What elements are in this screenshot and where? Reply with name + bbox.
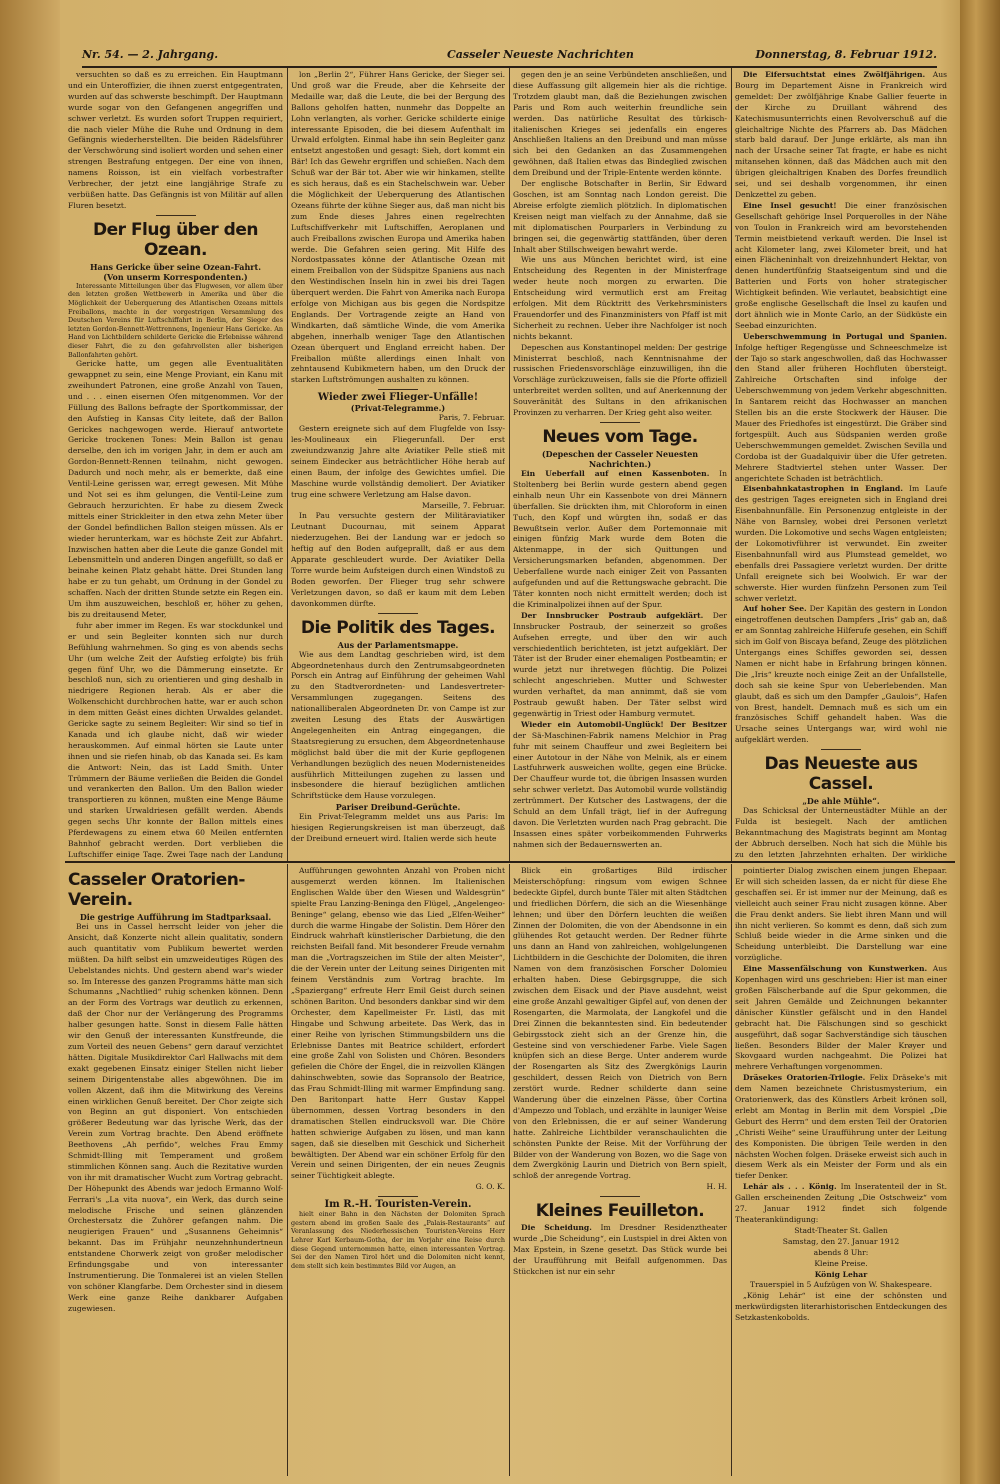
item-title: Ueberschwemmung in Portugal und Spanien. <box>743 331 947 341</box>
paper-title: Casseler Neueste Nachrichten <box>447 48 634 61</box>
column-rule <box>287 68 288 861</box>
item-title: Lehár als . . . König. <box>743 1182 837 1192</box>
ad-line: Trauerspiel in 5 Aufzügen von W. Shakespeare. <box>750 1280 932 1290</box>
lower-column-3 <box>513 866 727 1476</box>
column-rule <box>509 68 510 861</box>
separator <box>156 215 196 216</box>
article-text: „König Lehár“ ist eine der schönsten und merkwürdigsten literarhistorischen Entdeckungen des Setzkastenkobolds. <box>735 1291 947 1323</box>
item-title: Eine Insel gesucht! <box>743 200 837 210</box>
column-rule <box>731 68 732 861</box>
headline-ozean: Der Flug über den Ozean. <box>93 219 258 260</box>
subheadline: Pariser Dreibund-Gerüchte. <box>335 802 461 813</box>
column-3 <box>513 70 727 858</box>
item-title: Die Eifersuchtstat eines Zwölfjährigen. <box>743 70 926 79</box>
article-text: Gericke hatte, um gegen alle Eventualitäten gewappnet zu sein, eine Menge Proviant, ein Kanu mit zweihundert Patronen, eine große Anzahl von Tauen, und . . . einen eisernen Ofen mitgenommen. Vor der Füllung des Ballons befragte der Sportkommissar, der den Aufstieg in Kansas City leitete, daß der Ballon Gerickes nachgewogen werde. Hierauf antwortete Gericke trockenen Tones: Mein Ballon ist genau derselbe, den ich im vorigen Jahr, in dem er auch am Gordon-Bennett-Rennen teilnahm, nicht gewogen. Dadurch und noch mehr, als er bemerkte, daß eine Ventil-Leine gerissen war, erregt gewesen. Mit Mühe und Not sei es ihm gelungen, die Ventil-Leine zum Gebrauch herzurichten. Er habe zu diesem Zweck mittels einer Strickleiter in den etwa zehn Meter über der Gondel befindlichen Ballon steigen müssen. Als er wieder herunterkam, war es höchste Zeit zur Abfahrt. Inzwischen hatten aber die Leute die ganze Gondel mit Lebensmitteln und anderen Dingen angefüllt, so daß er beinahe keinen Platz gehabt hätte. Drei Stunden lang habe er zu tun gehabt, um Ordnung in der Gondel zu schaffen. Nach der dritten Stunde setzte ein Regen ein. Um ihm auszuweichen, beschloß er, höher zu gehen, bis zu dreitausend Meter, <box>68 359 283 619</box>
issue-number: Nr. 54. — 2. Jahrgang. <box>82 48 219 61</box>
subheadline: Die gestrige Aufführung im Stadtparksaal. <box>79 912 272 922</box>
article-text: Wie uns aus München berichtet wird, ist eine Entscheidung des Regenten in der Ministerfrage weder heute noch morgen zu erwarten. Die Entscheidung wird vermutlich erst am Freitag erfolgen. Mit dem Rücktritt des Verkehrsministers Frauendorfer und des Finanzministers von Pfaff ist mit Sicherheit zu rechnen. Ueber ihre Nachfolger ist noch nichts bekannt. <box>513 255 727 341</box>
section-divider <box>65 861 955 863</box>
article-text: Im Inseratenteil der in St. Gallen erscheinenden Zeitung „Die Ostschweiz“ vom 27. Januar 1912 findet sich folgende Theaterankündigung: <box>735 1182 947 1224</box>
item-title: Ein Ueberfall auf einen Kassenboten. <box>521 469 710 478</box>
separator <box>600 1196 640 1197</box>
article-text: Der englische Botschafter in Berlin, Sir Edward Goschen, ist am Sonntag nach London gereist. Die Abreise erfolgte ziemlich plötzlich. In diplomatischen Kreisen neigt man vielfach zu der Annahme, daß sie mit diplomatischen Pourparlers in Verbindung zu bringen sei, die gegenwärtig stattfänden, über deren Inhalt aber Stillschweigen bewahrt werde. <box>513 179 727 254</box>
article-text: Aus Kopenhagen wird uns geschrieben: Hier ist man einer großen Fälscherbande auf die Spur gekommen, die seit Jahren Gemälde und Zeichnungen bekannter dänischer Künstler gefälscht und in den Handel gebracht hat. Die Fälschungen sind so geschickt ausgeführt, daß sogar Sachverständige sich täuschen ließen. Besonders Bilder der Maler Krøyer und Skovgaard wurden nachgeahmt. Die Polizei hat mehrere Verhaftungen vorgenommen. <box>735 964 947 1072</box>
column-1 <box>68 70 283 858</box>
article-text: Felix Dräseke's mit dem Namen bezeichnete Christusmysterium, ein Oratorienwerk, das des Künstlers Arbeit krönen soll, erlebt am Montag in Berlin mit dem Vorspiel „Die Geburt des Herrn“ und dem ersten Teil der Oratorien „Christi Weihe“ seine Uraufführung unter der Leitung des Komponisten. Die übrigen Teile werden in den nächsten Wochen folgen. Dräseke erweist sich auch in diesem Werk als ein Meister der Form und als ein tiefer Denker. <box>735 1073 947 1181</box>
dateline: Paris, 7. Februar. <box>438 413 505 423</box>
page-edge-right <box>960 0 1000 1484</box>
article-text: Infolge heftiger Regengüsse und Schneeschmelze ist der Tajo so stark angeschwollen, daß das Hochwasser den Stand aller früheren Hochfluten übersteigt. Zahlreiche Ortschaften sind infolge der Ueberschwemmung von jedem Verkehr abgeschnitten. In Santarem reicht das Hochwasser an manchen Stellen bis an die erste Stockwerk der Häuser. Die Mauer des Friedhofes ist eingestürzt. Die Gräber sind fortgespült. Auch aus Südspanien werden große Ueberschwemmungen gemeldet. Zwischen Sevilla und Cordoba ist der Guadalquivir über die Ufer getreten. Mehrere Stadtviertel stehen unter Wasser. Der angerichtete Schaden ist beträchtlich. <box>735 342 947 483</box>
article-text: Gestern ereignete sich auf dem Flugfelde von Issy-les-Moulineaux ein Fliegerunfall. Der erst zweiundzwanzig Jahre alte Aviatiker Pelle stieß mit seinem Eindecker aus beträchtlicher Höhe herab auf einen Baum, der infolge des Gewichtes umfiel. Die Maschine wurde vollständig demoliert. Der Aviatiker trug eine schwere Verletzung am Halse davon. <box>291 424 505 499</box>
separator <box>378 613 418 614</box>
column-rule <box>731 864 732 1476</box>
article-text: Der Innsbrucker Postraub, der seinerzeit so großes Aufsehen erregte, und über den wir auch verschiedentlich berichteten, ist jetzt aufgeklärt. Der Täter ist der Bruder einer ehemaligen Postbeamtin; er wurde jetzt nur ihretwegen flüchtig. Die Polizei schlecht angeschrieben. Mutter und Schwester wurden verhaftet, da man annimmt, daß sie vom Postraub gewußt haben. Der Täter selbst wird gegenwärtig in Triest oder Hamburg vermutet. <box>513 610 727 718</box>
article-text: Depeschen aus Konstantinopel melden: Der gestrige Ministerrat beschloß, nach Kenntnisnahme der russischen Friedensvorschläge einzuwilligen, ihn die Vorschläge zurückzuweisen, falls sie die Pforte offiziell unterbreitet werden sollten, und auf Anerkennung der Souveränität des Sultans in den afrikanischen Provinzen zu verharren. Der Krieg geht also weiter. <box>513 342 727 418</box>
subheadline: Aus der Parlamentsmappe. <box>337 639 459 650</box>
headline-neues: Neues vom Tage. <box>542 427 698 447</box>
item-title: Eine Massenfälschung von Kunstwerken. <box>743 964 928 974</box>
separator <box>821 749 861 750</box>
subheadline: „De ahle Mühle“. <box>802 796 880 807</box>
subheadline: (Depeschen der Casseler Neuesten Nachrichten.) <box>541 449 699 469</box>
article-text: In Pau versuchte gestern der Militäraviatiker Leutnant Ducournau, mit seinem Apparat niederzugehen. Bei der Landung war er jedoch so heftig auf den Boden aufgeprallt, daß er aus dem Apparate geschleudert wurde. Der Aviatiker Della Torre wurde beim Aufsteigen durch einen Windstoß zu Boden geworfen. Der Flieger trug sehr schwere Verletzungen davon, so daß er kaum mit dem Leben davonkommen dürfte. <box>291 511 505 608</box>
signature: G. O. K. <box>475 1182 505 1192</box>
article-text: Im Laufe des gestrigen Tages ereigneten sich in England drei Eisenbahnunfälle. Ein Personenzug entgleiste in der Nähe von Barnsley, wobei drei Personen verletzt wurden. Die Lokomotive und sechs Wagen entgleisten; der Lokomotivführer ist verwundet. Ein zweiter Eisenbahnunfall wird aus Plumstead gemeldet, wo ebenfalls drei Passagiere verletzt wurden. Der dritte Unfall ereignete sich bei Woolwich. Er war der schwerste. Hier wurden fünfzehn Personen zum Teil schwer verletzt. <box>735 484 947 603</box>
article-text: Im Dresdner Residenztheater wurde „Die Scheidung“, ein Lustspiel in drei Akten von Max Epstein, in Szene gesetzt. Das Stück wurde bei der Uraufführung mit Beifall aufgenommen. Das Stückchen ist nur ein sehr <box>513 1223 727 1276</box>
article-text: der Sä-Maschinen-Fabrik namens Melchior in Prag fuhr mit seinem Chauffeur und zwei Begleitern bei einer Autotour in der Nähe von Melnik, als er einem Lastfuhrwerk ausweichen wollte, gegen eine Brücke. Der Chauffeur wurde tot, die übrigen Insassen wurden sehr schwer verletzt. Das Automobil wurde vollständig zertrümmert. Der Kutscher des Lastwagens, der die Schuld an dem Unfall trägt, lief in der Aufregung davon. Die Verletzten wurden nach Prag gebracht. Die Insassen eines später vorbeikommenden Fuhrwerks nahmen sich der Bedauernswerten an. <box>513 730 727 849</box>
article-text: Das Schicksal der Unterneustädter Mühle an der Fulda ist besiegelt. Nach der amtlichen Bekanntmachung des Magistrats beginnt am Montag der Abbruch derselben. Noch hat sich die Mühle bis zu den letzten Jahrzehnten erhalten. Der wirkliche <box>735 806 947 858</box>
byline: (Von unserm Korrespondenten.) <box>103 271 248 282</box>
article-text: Aus Bourg im Departement Aisne in Frankreich wird gemeldet: Der zwölfjährige Knabe Gallier feuerte in der Kirche zu Druillant während des Katechismusunterrichts einen Revolverschuß auf die gleichaltrige Nichte des Pfarrers ab. Das Mädchen starb bald darauf. Der Junge erklärte, als man ihn nach der Ursache seiner Tat fragte, er habe es nicht mitansehen können, daß das Mädchen auch mit den übrigen gleichaltrigen Knaben des Dorfes freundlich sei, und sei deshalb vorgenommen, ihr einen Denkzettel zu geben. <box>735 70 947 199</box>
article-text: Aufführungen gewohnten Anzahl von Proben nicht ausgemerzt werden können. Im Italienischen Englischen Walde über den Wiesen und Waldesgrün“ spielte Frau Lanzing-Beninga den Flügel, „Angelengeo-Beninge“ gelang, ebenso wie das Lied „Elfen-Weiher“ durch die warme Hingabe der Solistin. Dem Hörer den Eindruck wahrhaft künstlerischer Darbietung, die den reichsten Beifall fand. Mit besonderer Freude vernahm man die „Vortragszeichen im Stile der alten Meister“, die der Verein unter der Leitung seines Dirigenten mit feinem Verständnis zum Vortrag brachte. Im „Spaziergang“ erfreute Herr Emil Geist durch seinen schönen Bariton. Und besonders dankbar sind wir dem Orchester, dem Kapellmeister Fr. Listl, das mit Hingabe und Schwung arbeitete. Das Werk, das in einer Reihe von lyrischen Stimmungsbildern uns die Erlebnisse Dantes mit Beatrice schildert, erfordert eine große Zahl von Solisten und Chören. Besonders gefielen die Chöre der Engel, die in reizvollen Klängen dahinschwebten, sowie das Sopransolo der Beatrice, das Frau Schmidt-Illing mit warmer Empfindung sang. Den Baritonpart hatte Herr Gustav Kappel übernommen, dessen Vortrag besonders in den dramatischen Stellen eindrucksvoll war. Die Chöre hatten schwierige Aufgaben zu lösen, und man kann sagen, daß sie dieselben mit Geschick und Sicherheit bewältigten. Der Abend war ein schöner Erfolg für den Verein und seinen Dirigenten, der ein neues Zeugnis seiner Tüchtigkeit ablegte. <box>291 866 505 1181</box>
item-title: Dräsekes Oratorien-Trilogie. <box>743 1073 866 1083</box>
separator <box>600 422 640 423</box>
headline-politik: Die Politik des Tages. <box>300 617 496 638</box>
item-title: Die Scheidung. <box>521 1223 592 1233</box>
article-text: In Stoltenberg bei Berlin wurde gestern abend gegen einhalb neun Uhr ein Kassenbote von drei Männern überfallen. Sie drückten ihm, mit Chloroform in einen Tuch, den Kopf und würgten ihn, sodaß er das Bewußtsein verlor. Außer dem Portemonnaie mit einigen fünfzig Mark wurde dem Boten die Aktenmappe, in der sich Quittungen und Versicherungsmarken befanden, abgenommen. Der Ueberfallene wurde nach einiger Zeit von Passanten aufgefunden und auf die Rettungswache gebracht. Die Täter konnten noch nicht ermittelt werden; doch ist die Kriminalpolizei ihnen auf der Spur. <box>513 469 727 609</box>
ad-line: Samstag, den 27. Januar 1912 <box>782 1236 900 1246</box>
ad-line: Kleine Preise. <box>814 1258 868 1268</box>
item-title: Auf hoher See. <box>743 604 807 614</box>
ad-line: König Lehar <box>814 1269 868 1279</box>
masthead-line <box>82 46 937 68</box>
separator <box>378 389 418 390</box>
item-title: Wieder ein Automobil-Unglück! Der Besitzer <box>521 719 727 729</box>
headline-touristen: Im R.-H. Touristen-Verein. <box>324 1199 472 1211</box>
subheadline: Hans Gericke über seine Ozean-Fahrt. <box>90 261 261 272</box>
article-text: fuhr aber immer im Regen. Es war stockdunkel und er und sein Begleiter konnten sich nur durch Befühlung wahrnehmen. So ging es von abends sechs Uhr (um welche Zeit der Aufstieg erfolgte) bis früh gegen fünf Uhr, wo die Dämmerung einsetzte. Er beschloß nun, sich zu orientieren und ging deshalb in niedrigere Regionen herab. Als er aber die Wolkenschicht durchbrochen hatte, war er auch schon in dem mitten Geäst eines dichten Urwaldes gelandet. Gericke sagte zu seinem Begleiter: Wir sind so tief in Kanada und ich glaube nicht, daß wir wieder herauskommen. Auf einmal hörten sie Laute unter ihnen und sie riefen hinab, ob das Kanada sei. Es kam die Antwort: Nein, das ist Ladd Smith. Unter Trümmern der Bäume verließen die Beiden die Gondel und verankerten den Ballon. Um den Ballon wieder transportieren zu können, mußten eine Menge Bäume und starken Urwaldriesen gefällt werden. Abends gegen sechs Uhr konnte der Ballon mittels eines Pferdewagens zu einem etwa 60 Meilen entfernten Bahnhof gebracht werden. Dort verblieben die Luftschiffer einige Tage. Zwei Tage nach der Landung <box>68 620 283 858</box>
lower-column-2 <box>291 866 505 1476</box>
subheadline: (Privat-Telegramme.) <box>350 403 446 414</box>
separator <box>378 1196 418 1197</box>
article-text: Ein Privat-Telegramm meldet uns aus Paris: Im hiesigen Regierungskreisen ist man überzeugt, daß der Dreibund erneuert wird. Italien werde sich heute <box>291 812 505 844</box>
column-4 <box>735 70 947 858</box>
headline-cassel: Das Neueste aus Cassel. <box>764 754 918 795</box>
article-text: Wie aus dem Landtag geschrieben wird, ist dem Abgeordnetenhaus durch den Zentrumsabgeordneten Porsch ein Antrag auf Einführung der geheimen Wahl zu den Stadtverordneten- und Landesvertreter-Versammlungen zugegangen. Seitens des nationalliberalen Abgeordneten Dr. von Campe ist zur zweiten Lesung des Etats der Auswärtigen Angelegenheiten ein Antrag eingegangen, die Staatsregierung zu ersuchen, dem Abgeordnetenhause möglichst bald über die mit der Kurie gepflogenen Verhandlungen bezüglich des neuen Modernisteneides ausführlich Mitteilungen zugehen zu lassen und insbesondere die hierauf bezüglichen amtlichen Schriftstücke dem Hause vorzulegen. <box>291 649 505 801</box>
article-text: pointierter Dialog zwischen einem jungen Ehepaar. Er will sich scheiden lassen, da er nicht für diese Ehe geschaffen sei. Er ist immer nur der Meinung, daß es vielleicht auch seiner Frau nicht zusagen könne. Aber die Frau denkt anders. Sie liebt ihren Mann und will ihn nicht verlieren. So kommt es denn, daß sich zum Schluß beide wieder in die Arme sinken und die Scheidung unterbleibt. Die Darstellung war eine vorzügliche. <box>735 866 947 963</box>
column-rule <box>509 864 510 1476</box>
headline-oratorien: Casseler Oratorien-Verein. <box>68 870 245 910</box>
ad-line: abends 8 Uhr: <box>813 1247 869 1257</box>
dateline: Marseille, 7. Februar. <box>421 500 505 510</box>
article-text: Blick ein großartiges Bild irdischer Meisterschöpfung: ringsum vom ewigen Schnee bedeckte Gipfel, durch bunte Täler mit alten Städtchen und friedlichen Dörfern, die sich an die Wiesenhänge lehnen; und über den Dörfern leuchten die weißen Zinnen der Dolomiten, die von der Abendsonne in ein glühendes Rot getaucht werden. Der Redner führte uns dann an Hand von zahlreichen, wohlgelungenen Lichtbildern in die Geschichte der Dolomiten, die ihren Namen von dem französischen Forscher Dolomieu erhalten haben. Diese Gebirgsgruppe, die sich zwischen dem Eisack und der Piave ausdehnt, weist eine große Anzahl gewaltiger Gipfel auf, von denen der Rosengarten, die Marmolata, der Langkofel und die Drei Zinnen die bekanntesten sind. Ein bedeutender Gebirgsstock zieht sich an der Grenze hin, die Gesteine sind von verschiedener Farbe. Viele Sagen knüpfen sich an diese Berge. Unter anderem wurde der Rosengarten als Sitz des Zwergkönigs Laurin geschildert, dessen Reich von Dietrich von Bern zerstört wurde. Redner schilderte dann seine Wanderung über die einzelnen Pässe, über Cortina d'Ampezzo und Toblach, und erzählte in launiger Weise von den Erlebnissen, die er auf seiner Wanderung hatte. Zahlreiche Lichtbilder veranschaulichten die schönsten Punkte der Reise. Mit der Vorführung der Bilder von der Wanderung von Bozen, wo die Sage von dem Zwergkönig Laurin und Dietrich von Bern spielt, schloß der anregende Vortrag. <box>513 866 727 1181</box>
lower-column-4 <box>735 866 947 1476</box>
headline-feuilleton: Kleines Feuilleton. <box>535 1201 705 1222</box>
issue-date: Donnerstag, 8. Februar 1912. <box>755 48 937 61</box>
article-text: Bei uns in Cassel herrscht leider von jeher die Ansicht, daß Konzerte nicht allein qualitativ, sondern auch quantitativ vom Publikum bewertet werden müßten. Da hilft selbst ein umzweideutiges Rügen des Uebelstandes nichts. Und gestern abend war's wieder so. Im Interesse des ganzen Programms hätte man sich Schumanns „Nachtlied“ ruhig schenken können. Denn an der Form des Vortrags war deutlich zu erkennen, daß der Chor nur der Verlängerung des Programms halber gesungen hatte. Sonst in diesem Falle hätten wir den Genuß der interessanten Kunstfreunde, die zum Vorteil des neuen Gebens“ gern darauf verzichtet hätten. Digitale Musikdirektor Carl Hallwachs mit dem exakt gegebenen Einsatz einiger Stellen nicht lieber seinem Dirigentenstabe alles abgewöhnen. Die im vollen Akzent, daß ihm die Mitwirkung des Vereins einen wirklichen Genuß bereitet. Der Chor zeigte sich von Beginn an gut disponiert. Von entschieden größerer Bedeutung war das lyrische Werk, das der Verein zum Vortrag brachte. Den Abend eröffnete Beethovens „Ah perfido“, welches Frau Emmy Schmidt-Illing mit Temperament und großem stimmlichen Können sang. Auch die Rezitative wurden von ihr mit dramatischer Wucht zum Vortrag gebracht. Der Höhepunkt des Abends war jedoch Ermanno Wolf-Ferrari's „La vita nuova“, ein Werk, das durch seine melodische Frische und seinen glänzenden Orchestersatz die Zuhörer gefangen nahm. Die neugierigen Frauen“ und „Susannens Geheimnis“ bekannt. Das im Frühjahr neunzehnhundertneun entstandene Chorwerk zeigt von großer melodischer Erfindungsgabe und von interessanter Instrumentierung. Die Tonmalerei ist an vielen Stellen von schöner Klangfarbe. Dem Orchester sind in diesem Werk eine ganze Reihe dankbarer Aufgaben zugewiesen. <box>68 922 283 1313</box>
headline-flieger: Wieder zwei Flieger-Unfälle! <box>317 392 479 404</box>
column-2 <box>291 70 505 858</box>
article-text: gegen den je an seine Verbündeten anschließen, und diese Auffassung gilt allgemein hier als die richtige. Trotzdem glaubt man, daß die Beziehungen zwischen Paris und Rom auch weiterhin freundliche sein werden. Das natürliche Resultat des türkisch-italienischen Krieges sei jedenfalls ein engeres Anschließen Italiens an den Dreibund und man müsse sich bei den Gedanken an das Zusammengehen gewöhnen, daß Italien etwas das Bindeglied zwischen dem Dreibund und der Triple-Entente werden könnte. <box>513 70 727 178</box>
column-rule <box>287 864 288 1476</box>
item-title: Der Innsbrucker Postraub aufgeklärt. <box>521 610 704 620</box>
article-text: lon „Berlin 2“, Führer Hans Gericke, der Sieger sei. Und groß war die Freude, aber die Kehrseite der Medaille war, daß die Leute, die bei der Bergung des Ballons geholfen hatten, nunmehr das Doppelte an Lohn verlangten, als vorher. Gericke schilderte einige interessante Episoden, die bei diesem Aufenthalt im Urwald erfolgten. Einmal habe ihn sein Begleiter ganz entsetzt angestoßen und gesagt: Sieh, dort kommt ein Bär! Ich das Gewehr ergriffen und schießen. Nach dem Schuß war der Bär tot. Aber wie wir hinkamen, stellte es sich heraus, daß es ein Stachelschwein war. Ueber die Möglichkeit der Ueberquerung des Atlantischen Ozeans führte der kühne Sieger aus, daß man nicht bis zum Ende dieses Jahres einen regelrechten Luftschiffverkehr mit Luftschiffen, Aeroplanen und auch Freiballons zwischen Europa und Amerika haben werde. Die Gefahren seien gering. Mit Hilfe des Nordostpassates könne der Atlantische Ozean mit einem Freiballon von der Südspitze Spaniens aus nach den Westindischen Inseln hin in zwei bis drei Tagen überquert werden. Die Fahrt von Amerika nach Europa erfolge von Michigan aus bis gegen die Nordspitze Englands. Der Vortragende zeigte an Hand von Windkarten, daß sämtliche Winde, die vom Amerika abgehen, innerhalb weniger Tage den Atlantischen Ozean überquert und England erreicht haben. Der Freiballon müßte allerdings einen Inhalt von zehntausend Kubikmetern haben, um den Druck der starken Luftströmungen aushalten zu können. <box>291 70 505 385</box>
item-title: Eisenbahnkatastrophen in England. <box>743 484 903 494</box>
article-text: Die einer französischen Gesellschaft gehörige Insel Porquerolles in der Nähe von Toulon in Frankreich wird am bevorstehenden Termin meistbietend verkauft werden. Die Insel ist acht Kilometer lang, zwei Kilometer breit, und hat einen Flächeninhalt von dreizehnhundert Hektar, von denen hundertfünfzig Staatseigentum sind und die Batterien und Forts von hoher strategischer Wichtigkeit befinden. Wie verlautet, beabsichtigt eine große englische Gesellschaft die Insel zu kaufen und dort ähnlich wie in Monte Carlo, an der Südküste ein Seebad einzurichten. <box>735 200 947 330</box>
ad-line: Stadt-Theater St. Gallen <box>794 1225 888 1235</box>
lower-column-1 <box>68 866 283 1476</box>
article-text: hielt einer Bahn in den Nächsten der Dolomiten Sprach gestern abend im großen Saale des „Palais-Restaurants“ auf Veranlassung des Niederhessischen Touristen-Vereins Herr Lehrer Karl Kerbaum-Gotha, der im Vorjahr eine Reise durch diese Gegend unternommen hatte, einen interessanten Vortrag. Sei der den Namen Tirol hört und die Dolomiten nicht kennt, dem stellt sich kein bestimmtes Bild vor Augen, an <box>291 1210 505 1270</box>
article-lead: Interessante Mitteilungen über das Flugwesen, vor allem über den letzten großen Wettbewerb in Amerika und über die Möglichkeit der Ueberquerung des Atlantischen Ozeans mittels Freiballons, machte in der vorgestrigen Versammlung des Deutschen Vereins für Luftschiffahrt in Berlin, der Sieger des letzten Gordon-Bennett-Wettrennens, Ingenieur Hans Gericke. An Hand von Lichtbildern schilderte Gericke die Erlebnisse während dieser Fahrt, die zu den gefahrvollsten aller bisherigen Ballonfahrten gehört. <box>68 281 283 359</box>
article-text: versuchten so daß es zu erreichen. Ein Hauptmann und ein Unteroffizier, die ihnen zuerst entgegentraten, wurden auf das schwerste beschimpft. Der Hauptmann wurde sogar von den Gefangenen angegriffen und schwer verletzt. Es wurden sofort Truppen requiriert, die nach vieler Mühe die Ruhe und Ordnung in dem Gefängnis wiederherstellten. Die beiden Rädelsführer der Verschwörung sind isoliert worden und sehen einer strengen Bestrafung entgegen. Der eine von ihnen, namens Roisson, ist ein vielfach vorbestrafter Verbrecher, der jetzt eine langjährige Strafe zu verbüßen hatte. Das Gefängnis ist von Militär auf allen Fluren besetzt. <box>68 70 283 210</box>
signature: H. H. <box>706 1182 727 1192</box>
article-text: Der Kapitän des gestern in London eingetroffenen deutschen Dampfers „Iris“ gab an, daß er am Sonntag zahlreiche Hilferufe gesehen, ein Schiff sich im Golf von Biscaya befand, Zeuge des plötzlichen Untergangs eines Schiffes geworden sei, dessen Namen er nicht habe in Erfahrung bringen können. Die „Iris“ kreuzte noch einige Zeit an der Unfallstelle, doch sah sie keine Spur von Ueberlebenden. Man glaubt, daß es sich um den Dampfer „Gaulois“, Hafen von Brest, handelt. Demnach muß es sich um ein französisches Schiff gehandelt haben. Was die Ursache seines Untergangs war, wird wohl nie aufgeklärt werden. <box>735 604 947 745</box>
page-shadow-left <box>0 0 60 1484</box>
